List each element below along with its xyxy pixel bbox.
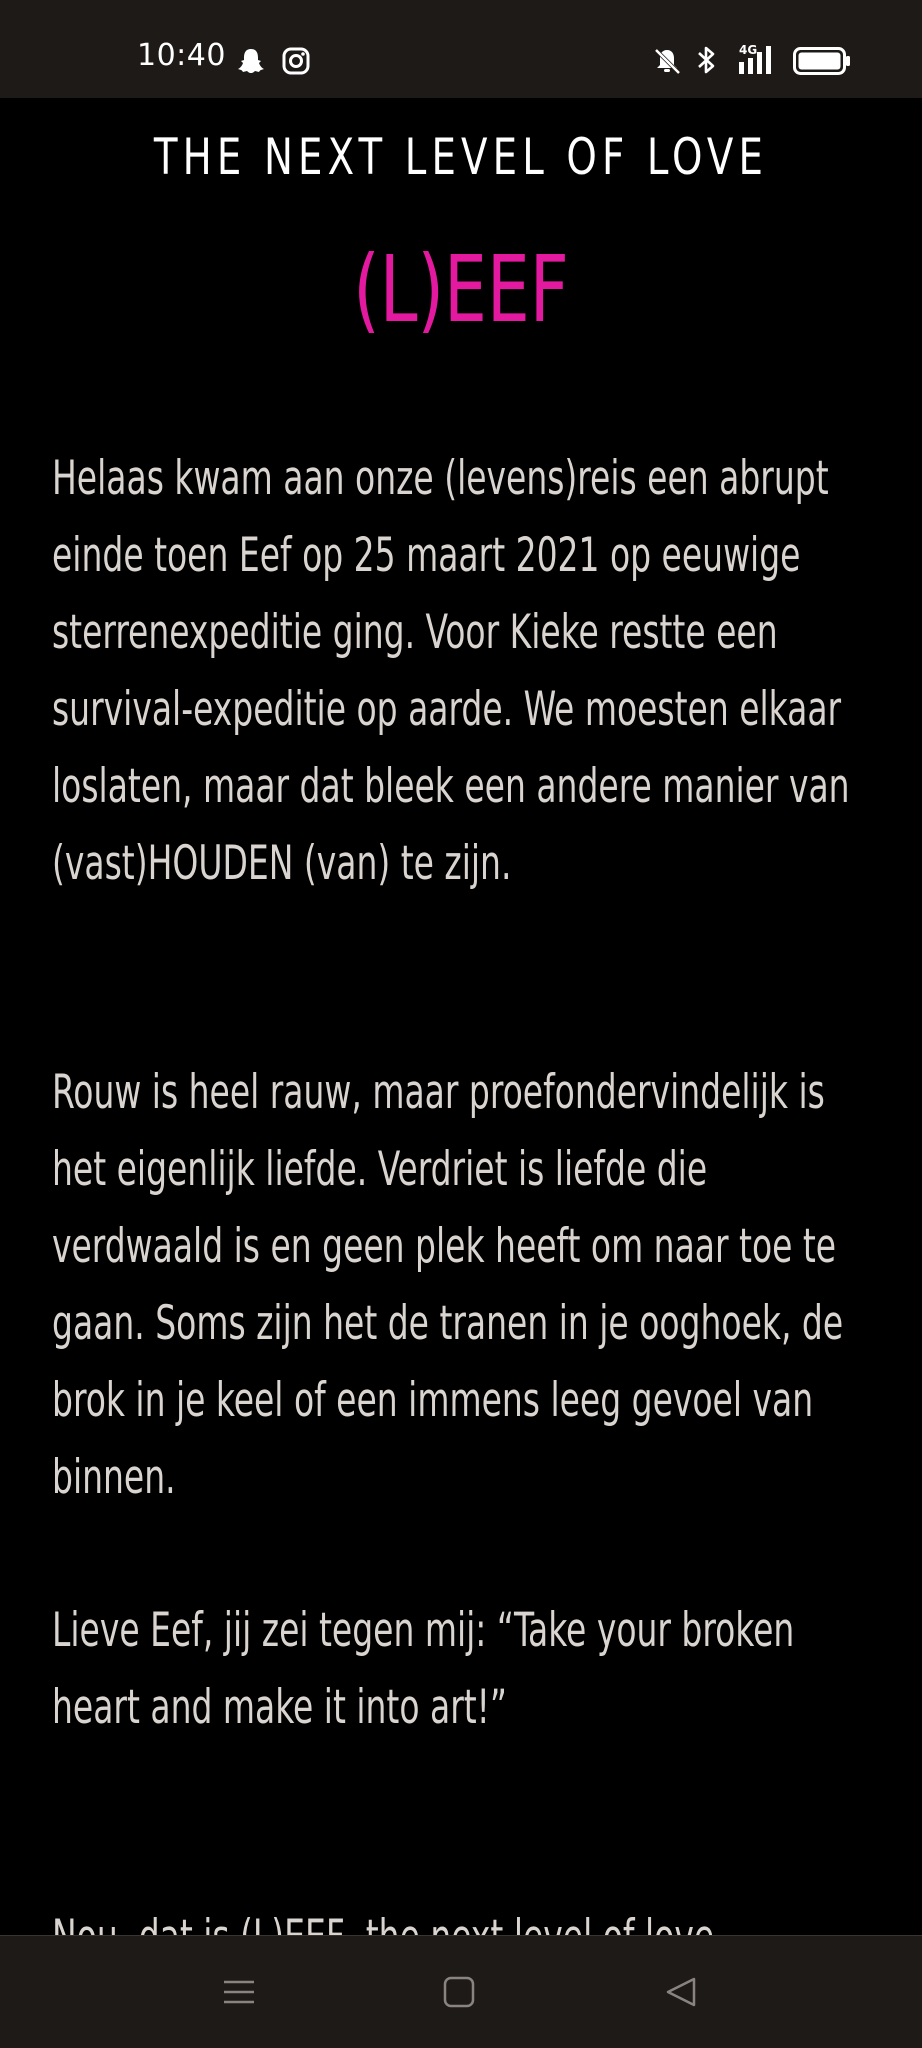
bluetooth-icon — [695, 44, 719, 80]
page-kicker: THE NEXT LEVEL OF LOVE — [153, 128, 769, 186]
status-time: 10:40 — [137, 38, 226, 73]
navigation-bar — [0, 1936, 922, 2048]
paragraph-quote: Lieve Eef, jij zei tegen mij: “Take your broken heart and make it into art!” — [52, 1603, 795, 1735]
instagram-icon — [282, 47, 310, 79]
menu-icon[interactable] — [213, 1966, 265, 2018]
battery-icon — [793, 47, 851, 79]
paragraph-grief: Rouw is heel rauw, maar proefondervindelijk is het eigenlijk liefde. Verdriet is liefde die verdwaald is en geen plek heeft om naar toe te gaan. Soms zijn het de tranen in je ooghoek, de brok in je keel of een immens leeg gevoel van binnen. — [52, 1065, 844, 1505]
paragraph-story: Helaas kwam aan onze (levens)reis een abrupt einde toen Eef op 25 maart 2021 op eeuwige sterrenexpeditie ging. Voor Kieke restte een survival-expeditie op aarde. We moesten elkaar loslaten, maar dat bleek een andere manier van (vast)HOUDEN (van) te zijn. — [52, 451, 850, 891]
svg-text:4G: 4G — [739, 43, 758, 57]
brand-title: (L)EEF — [353, 236, 569, 343]
home-square-icon[interactable] — [433, 1966, 485, 2018]
page-content — [0, 98, 922, 1936]
snapchat-icon — [236, 46, 266, 80]
status-bar — [0, 0, 922, 98]
back-triangle-icon[interactable] — [655, 1966, 707, 2018]
signal-4g-icon — [737, 42, 783, 80]
bell-muted-icon — [652, 46, 682, 80]
